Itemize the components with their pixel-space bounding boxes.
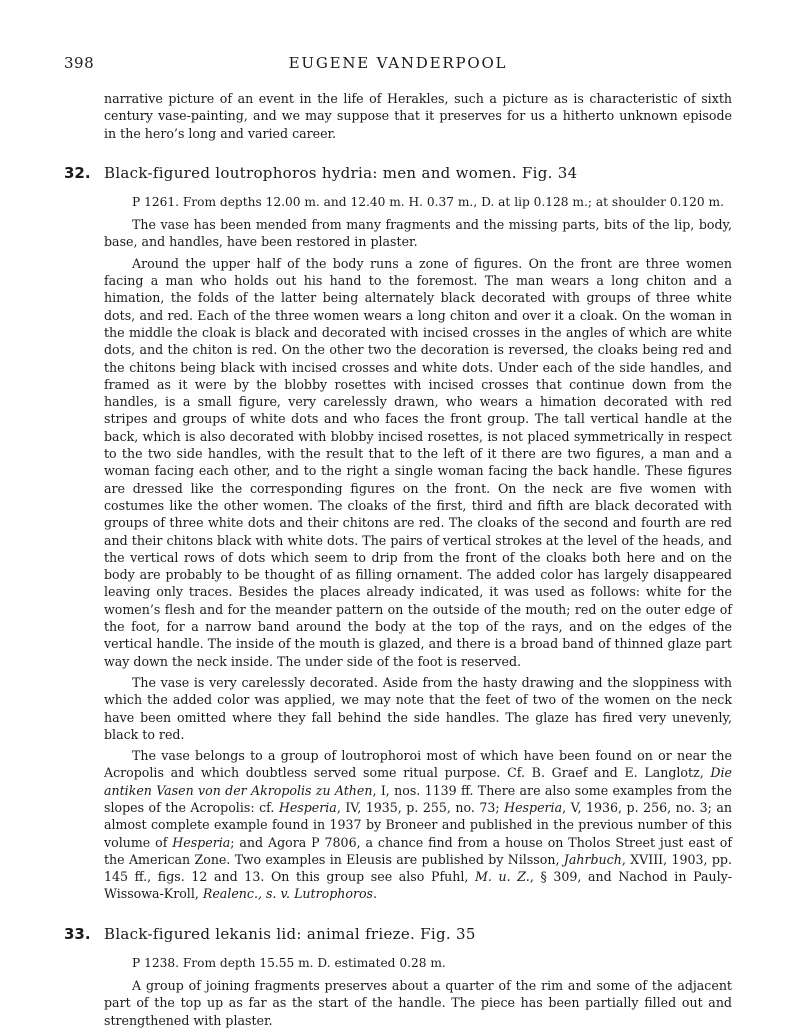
italic-title: Hesperia [172, 834, 231, 850]
text-run: ; and Agora P 7806, a chance find from a house on Tholos Street just east of the American Zone. Two examples in Eleusis are published by Nilsson, [104, 834, 733, 867]
text-run: , IV, 1935, p. 255, no. 73; [336, 799, 505, 815]
entry-33-paragraph-1: A group of joining fragments preserves about a quarter of the rim and some of the adjacent part of the top up as far as the start of the handle. The piece has been partially filled out and strengthened with plaster. [104, 978, 732, 1028]
entry-title: Black-figured loutrophoros hydria: men and women. Fig. 34 [104, 163, 578, 182]
intro-paragraph: narrative picture of an event in the life of Herakles, such a picture as is characteristic of sixth century vase-painting, and we may suppose that it preserves for us a hitherto unknown episode in the hero’s long and varied career. [104, 91, 732, 141]
italic-title: Die antiken Vasen von der Akropolis zu Athen [104, 765, 732, 798]
page-number: 398 [64, 54, 95, 72]
entry-number: 32. [64, 163, 91, 182]
italic-title: Hesperia [278, 799, 337, 815]
running-head: EUGENE VANDERPOOL [288, 54, 508, 72]
italic-title: M. u. Z. [475, 869, 530, 885]
entry-32-paragraph-4 [104, 747, 732, 903]
entry-32-paragraph-1: The vase has been mended from many fragments and the missing parts, bits of the lip, body, base, and handles, have been restored in plaster. [104, 217, 732, 250]
text-run: , I, nos. 1139 ff. There are also some examples from the slopes of the Acropolis: cf. [104, 782, 732, 815]
text-run: . [373, 886, 378, 902]
entry-32-heading [64, 163, 732, 184]
text-run: , XVIII, 1903, pp. 145 ff., figs. 12 and 13. On this group see also Pfuhl, [104, 851, 732, 885]
entry-title: Black-figured lekanis lid: animal frieze. Fig. 35 [104, 924, 476, 943]
entry-32-paragraph-2: Around the upper half of the body runs a zone of figures. On the front are three women facing a man who holds out his hand to the foremost. The man wears a long chiton and a himation, the folds of the latter being alternately black decorated with groups of three white dots, and red. Each of the three women wears a long chiton and over it a cloak. On the woman in the middle the cloak is black and decorated with incised crosses in the angles of which are white dots, and the chiton is red. On the other two the decoration is reversed, the cloaks being red and the chitons being black with incised crosses and white dots. Under each of the side handles, and framed as it were by the blobby rosettes with incised crosses that continue down from the handles, is a small figure, very carelessly drawn, who wears a himation decorated with red stripes and groups of white dots and who faces the front group. The tall vertical handle at the back, which is also decorated with blobby incised rosettes, is not placed symmetrically in respect to the two side handles, with the result that to the left of it there are two figures, a man and a woman facing each other, and to the right a single woman facing the back handle. These figures are dressed like the corresponding figures on the front. On the neck are five women with costumes like the other women. The cloaks of the first, third and fifth are black decorated with groups of three white dots and their chitons are red. The cloaks of the second and fourth are red and their chitons black with white dots. The pairs of vertical strokes at the level of the heads, and the vertical rows of dots which seem to drip from the front of the cloaks both here and on the body are probably to be thought of as filling ornament. The added color has largely disappeared leaving only traces. Besides the places already indicated, it was used as follows: white for the women’s flesh and for the meander pattern on the outside of the mouth; red on the outer edge of the foot, for a narrow band around the body at the top of the rays, and on the edges of the vertical handle. The inside of the mouth is glazed, and there is a broad band of thinned glaze part way down the neck inside. The under side of the foot is reserved. [104, 255, 732, 669]
text-run: , § 309, and Nachod in Pauly-Wissowa-Kroll, [104, 869, 732, 902]
entry-number: 33. [64, 924, 91, 943]
italic-title: Realenc., s. v. Lutrophoros [202, 886, 374, 902]
text-run: , V, 1936, p. 256, no. 3; an almost complete example found in 1937 by Broneer and published in the previous number of this volume of [104, 799, 732, 850]
page-header [64, 54, 732, 76]
italic-title: Hesperia [504, 799, 563, 815]
page-body [64, 90, 733, 1029]
entry-32-catalog-data: P 1261. From depths 12.00 m. and 12.40 m. H. 0.37 m., D. at lip 0.128 m.; at shoulder 0.120 m. [132, 194, 724, 209]
italic-title: Jahrbuch [563, 851, 622, 867]
entry-33-catalog-data: P 1238. From depth 15.55 m. D. estimated 0.28 m. [132, 955, 446, 970]
text-run: The vase belongs to a group of loutrophoroi most of which have been found on or near the Acropolis and which doubtless served some ritual purpose. Cf. B. Graef and E. Langlotz, [104, 748, 732, 781]
entry-33-heading [64, 924, 732, 945]
entry-32-paragraph-3: The vase is very carelessly decorated. Aside from the hasty drawing and the sloppiness with which the added color was applied, we may note that the feet of two of the women on the neck have been omitted where they fall behind the side handles. The glaze has fired very unevenly, black to red. [104, 674, 732, 742]
